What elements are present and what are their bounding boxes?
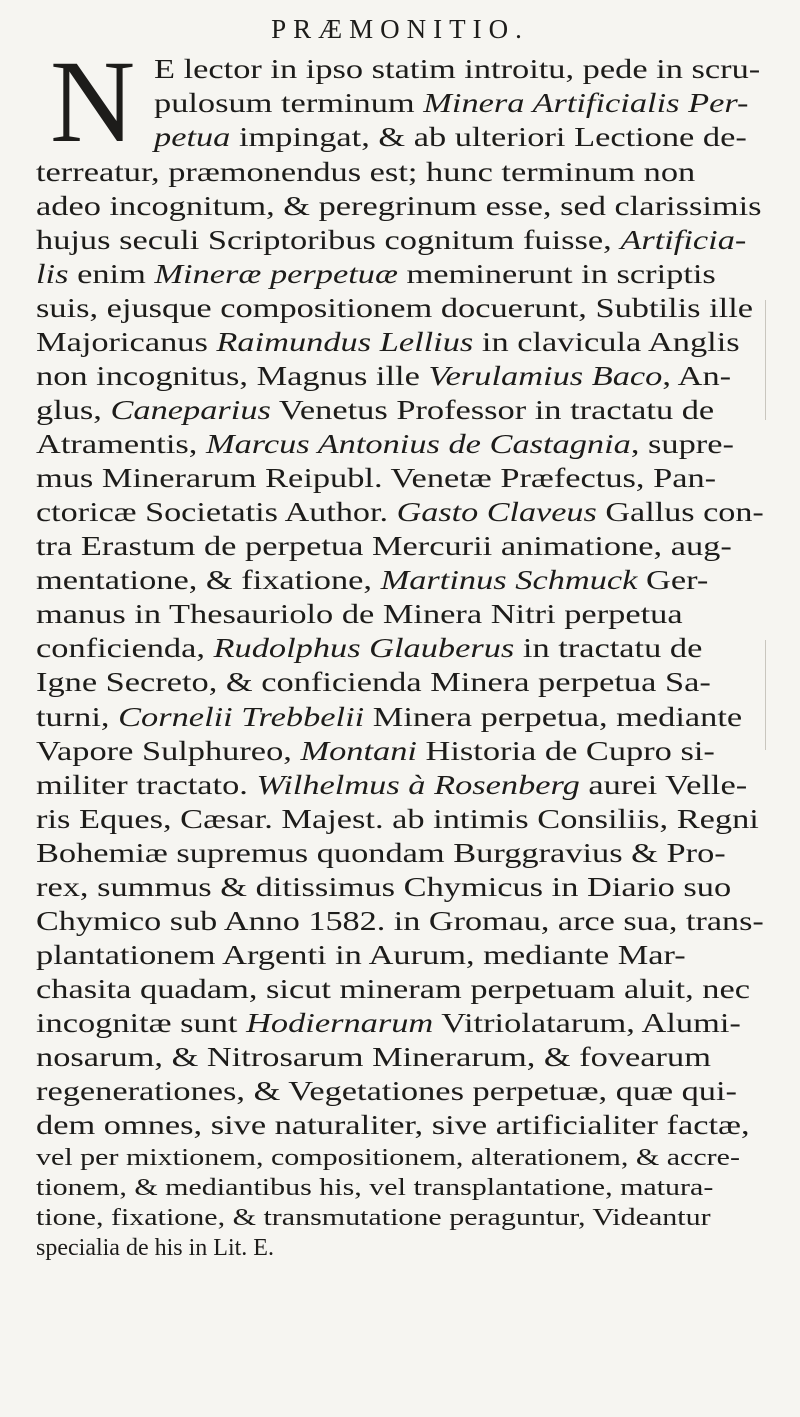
text-segment: pulosum terminum <box>154 87 424 118</box>
italic-segment: Rudolphus Glauberus <box>213 632 515 663</box>
text-segment: Bohemiæ supremus quondam Burggravius & Pro- <box>36 837 726 868</box>
text-segment: Venetus Professor in tractatu de <box>270 394 715 425</box>
text-segment: tione, fixatione, & transmutatione peraguntur, Videantur <box>36 1205 711 1231</box>
text-segment: tra Erastum de perpetua Mercurii animatione, aug- <box>36 530 732 561</box>
text-segment: adeo incognitum, & peregrinum esse, sed clarissimis <box>36 190 762 221</box>
italic-segment: Cornelii Trebbelii <box>118 701 365 732</box>
italic-segment: Gasto Claveus <box>396 496 597 527</box>
text-line <box>36 1233 274 1263</box>
text-segment: Gallus con- <box>596 496 764 527</box>
text-segment: , An- <box>662 360 732 391</box>
italic-segment: Caneparius <box>110 394 271 425</box>
text-line <box>36 734 715 768</box>
text-segment: dem omnes, sive naturaliter, sive artificialiter factæ, <box>36 1109 750 1140</box>
text-line <box>36 563 708 597</box>
text-line <box>36 1006 741 1040</box>
text-segment: enim <box>68 258 155 289</box>
text-line <box>36 972 750 1006</box>
italic-segment: Wilhelmus à Rosenberg <box>256 769 580 800</box>
text-segment: Majoricanus <box>36 326 217 357</box>
text-segment: ris Eques, Cæsar. Majest. ab intimis Consiliis, Regni <box>36 803 759 834</box>
text-segment: tionem, & mediantibus his, vel transplantatione, matura- <box>36 1175 714 1201</box>
text-segment: Igne Secreto, & conficienda Minera perpetua Sa- <box>36 666 711 697</box>
text-segment: impingat, & ab ulteriori Lectione de- <box>230 121 747 152</box>
text-line <box>36 1040 711 1074</box>
text-line <box>36 291 753 325</box>
text-line <box>36 836 726 870</box>
text-segment: Atramentis, <box>36 428 206 459</box>
text-line <box>36 768 747 802</box>
text-line <box>36 325 740 359</box>
text-segment: ctoricæ Societatis Author. <box>36 496 397 527</box>
text-segment: specialia de his in Lit. E. <box>36 1235 274 1261</box>
text-segment: Vapore Sulphureo, <box>36 735 301 766</box>
italic-segment: Marcus Antonius de Castagnia <box>205 428 631 459</box>
text-line <box>36 1108 750 1142</box>
text-segment: non incognitus, Magnus ille <box>36 360 429 391</box>
italic-segment: Raimundus Lellius <box>216 326 474 357</box>
text-line <box>154 52 760 86</box>
text-line <box>36 700 742 734</box>
text-segment: vel per mixtionem, compositionem, alterationem, & accre- <box>36 1145 740 1171</box>
text-segment: Ger- <box>637 564 709 595</box>
text-line <box>36 189 762 223</box>
text-segment: conficienda, <box>36 632 214 663</box>
text-segment: hujus seculi Scriptoribus cognitum fuisse, <box>36 224 621 255</box>
italic-segment: Artificia- <box>620 224 747 255</box>
text-line <box>36 1143 740 1173</box>
text-line <box>36 257 716 291</box>
text-segment: rex, summus & ditissimus Chymicus in Diario suo <box>36 871 732 902</box>
italic-segment: Martinus Schmuck <box>380 564 638 595</box>
text-line <box>154 86 748 120</box>
text-line <box>36 223 746 257</box>
scan-artifact <box>765 640 766 750</box>
text-segment: Chymico sub Anno 1582. in Gromau, arce sua, trans- <box>36 905 764 936</box>
text-line <box>36 597 683 631</box>
text-segment: nosarum, & Nitrosarum Minerarum, & fovearum <box>36 1041 711 1072</box>
italic-segment: lis <box>36 258 69 289</box>
text-segment: E lector in ipso statim introitu, pede in scru- <box>154 53 761 84</box>
text-line <box>36 1173 713 1203</box>
italic-segment: petua <box>154 121 231 152</box>
text-line <box>36 904 764 938</box>
text-segment: incognitæ sunt <box>36 1007 247 1038</box>
text-segment: aurei Velle- <box>579 769 748 800</box>
page-header: PRÆMONITIO. <box>271 14 529 44</box>
text-segment: suis, ejusque compositionem docuerunt, Subtilis ille <box>36 292 754 323</box>
text-line <box>36 529 732 563</box>
text-line <box>154 120 747 154</box>
text-segment: militer tractato. <box>36 769 257 800</box>
text-segment: regenerationes, & Vegetationes perpetuæ, quæ qui- <box>36 1075 737 1106</box>
italic-segment: Montani <box>300 735 417 766</box>
text-line <box>36 461 716 495</box>
drop-cap: N <box>50 36 136 167</box>
text-line <box>36 802 759 836</box>
text-segment: , supre- <box>630 428 734 459</box>
text-segment: mus Minerarum Reipubl. Venetæ Præfectus, Pan- <box>36 462 717 493</box>
text-segment: manus in Thesauriolo de Minera Nitri perpetua <box>36 598 683 629</box>
italic-segment: Verulamius Baco <box>428 360 663 391</box>
text-segment: in clavicula Anglis <box>473 326 740 357</box>
text-segment: terreatur, præmonendus est; hunc terminum non <box>36 156 696 187</box>
text-segment: plantationem Argenti in Aurum, mediante Mar- <box>36 939 686 970</box>
scan-artifact <box>765 300 766 420</box>
text-segment: Vitriolatarum, Alumi- <box>433 1007 741 1038</box>
text-line <box>36 495 764 529</box>
text-segment: turni, <box>36 701 119 732</box>
text-line <box>36 938 686 972</box>
text-segment: Minera perpetua, mediante <box>364 701 743 732</box>
text-line <box>36 155 695 189</box>
text-segment: Historia de Cupro si- <box>416 735 715 766</box>
text-line <box>36 1203 711 1233</box>
italic-segment: Mineræ perpetuæ <box>154 258 398 289</box>
text-line <box>36 1074 737 1108</box>
italic-segment: Hodiernarum <box>246 1007 434 1038</box>
text-line <box>36 870 731 904</box>
text-segment: meminerunt in scriptis <box>397 258 716 289</box>
italic-segment: Minera Artificialis Per- <box>423 87 749 118</box>
text-segment: chasita quadam, sicut mineram perpetuam aluit, nec <box>36 973 750 1004</box>
text-line <box>36 393 714 427</box>
text-line <box>36 427 734 461</box>
text-segment: glus, <box>36 394 111 425</box>
text-line <box>36 359 731 393</box>
text-segment: in tractatu de <box>514 632 703 663</box>
text-line <box>36 631 702 665</box>
text-line <box>36 665 711 699</box>
text-segment: mentatione, & fixatione, <box>36 564 381 595</box>
